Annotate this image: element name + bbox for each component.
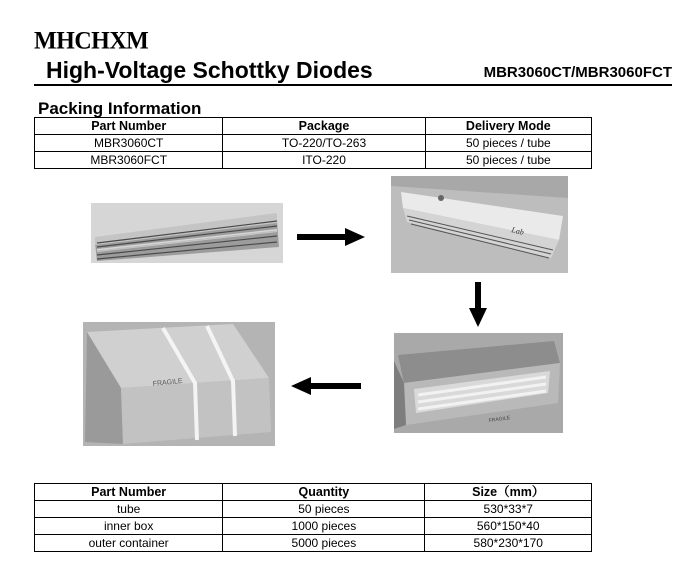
table-cell: MBR3060CT (35, 135, 223, 152)
column-header: Size（mm） (425, 484, 592, 501)
table-row (35, 152, 592, 169)
table-cell: MBR3060FCT (35, 152, 223, 169)
fragile-stamp: FRAGILE (152, 377, 183, 388)
table-cell: tube (35, 501, 223, 518)
table-cell: 530*33*7 (425, 501, 592, 518)
table-cell: outer container (35, 535, 223, 552)
table-row (35, 135, 592, 152)
brand-logo: MHCHXM (34, 27, 149, 55)
table-header-row (35, 118, 592, 135)
inner-box-photo (394, 333, 563, 433)
table-cell: 50 pieces (223, 501, 425, 518)
arrow-right-icon (297, 227, 367, 247)
table-cell: ITO-220 (223, 152, 425, 169)
column-header: Package (223, 118, 425, 135)
packing-table (34, 117, 592, 169)
arrow-down-icon (468, 282, 488, 328)
column-header: Part Number (35, 118, 223, 135)
title-divider (34, 84, 672, 86)
section-heading: Packing Information (38, 99, 202, 118)
outer-container-photo (83, 322, 275, 446)
table-row (35, 501, 592, 518)
part-numbers-title: MBR3060CT/MBR3060FCT (483, 64, 672, 81)
table-header-row (35, 484, 592, 501)
tube-photo (91, 203, 283, 263)
table-cell: inner box (35, 518, 223, 535)
column-header: Delivery Mode (425, 118, 591, 135)
table-row (35, 535, 592, 552)
table-cell: 5000 pieces (223, 535, 425, 552)
box-stamp-label: FRAGILE (488, 415, 511, 424)
table-cell: 1000 pieces (223, 518, 425, 535)
table-cell: 580*230*170 (425, 535, 592, 552)
table-cell: 560*150*40 (425, 518, 592, 535)
column-header: Part Number (35, 484, 223, 501)
size-table (34, 483, 592, 552)
tube-label-photo (391, 176, 568, 273)
page-title: High-Voltage Schottky Diodes (46, 57, 373, 83)
column-header: Quantity (223, 484, 425, 501)
table-cell: TO-220/TO-263 (223, 135, 425, 152)
arrow-left-icon (289, 376, 361, 396)
svg-text:Lab: Lab (510, 225, 525, 237)
table-cell: 50 pieces / tube (425, 152, 591, 169)
table-cell: 50 pieces / tube (425, 135, 591, 152)
table-row (35, 518, 592, 535)
